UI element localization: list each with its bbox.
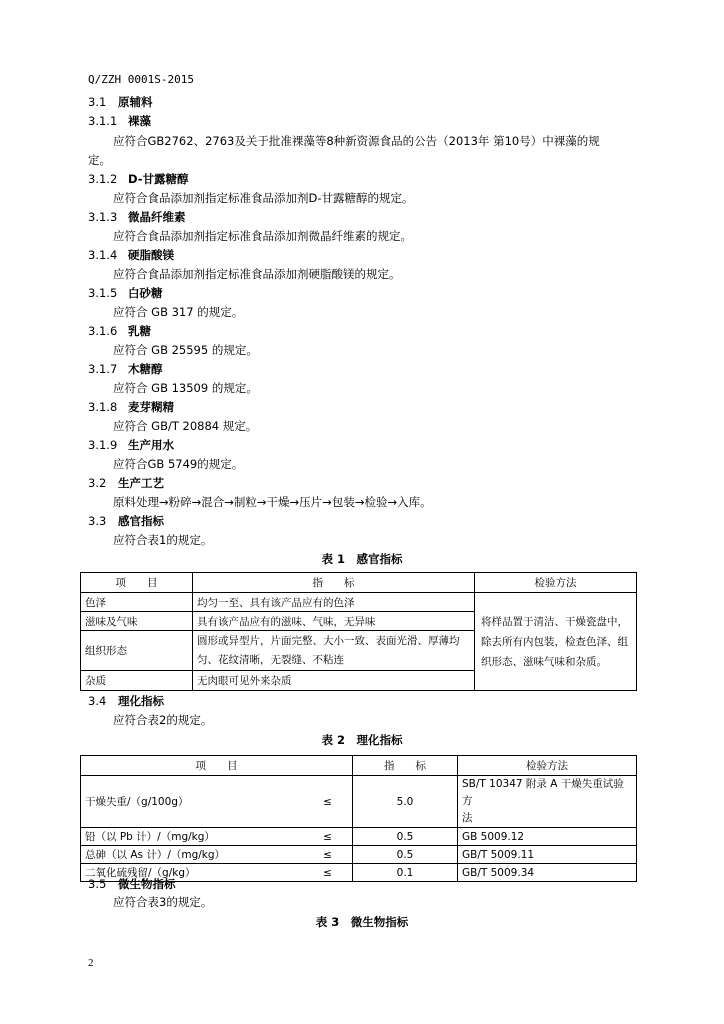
table2-cell-item: 总砷（以 As 计）/（mg/kg） bbox=[81, 846, 304, 864]
table2-cell-value: 0.5 bbox=[353, 828, 458, 846]
para-3-1-4: 应符合食品添加剂指定标准食品添加剂硬脂酸镁的规定。 bbox=[113, 267, 401, 281]
para-3-5: 应符合表3的规定。 bbox=[113, 895, 213, 909]
page-number: 2 bbox=[88, 957, 94, 969]
para-3-3: 应符合表1的规定。 bbox=[113, 533, 213, 547]
para-3-4: 应符合表2的规定。 bbox=[113, 713, 213, 727]
para-3-1-9: 应符合GB 5749的规定。 bbox=[113, 457, 244, 471]
table2-cell-item: 干燥失重/（g/100g） bbox=[81, 776, 304, 828]
table2-cell-op: ≤ bbox=[303, 846, 352, 864]
table-row bbox=[81, 846, 637, 864]
table1-cell-method: 将样品置于清洁、干燥瓷盘中， 除去所有内包装，检查色泽、组 织形态、滋味气味和杂质。 bbox=[475, 593, 637, 691]
heading-3-1-9: 3.1.9 生产用水 bbox=[88, 438, 174, 452]
heading-3-5: 3.5 微生物指标 bbox=[88, 877, 176, 891]
heading-3-1-2: 3.1.2 D-甘露糖醇 bbox=[88, 172, 189, 186]
table1-caption: 表 1 感官指标 bbox=[321, 552, 403, 566]
table1-cell-spec: 具有该产品应有的滋味、气味，无异味 bbox=[193, 612, 475, 631]
para-3-1-7: 应符合 GB 13509 的规定。 bbox=[113, 381, 258, 395]
table2-cell-method: GB 5009.12 bbox=[458, 828, 637, 846]
table1-cell-item: 杂质 bbox=[81, 671, 193, 691]
para-3-1-8: 应符合 GB/T 20884 规定。 bbox=[113, 419, 258, 433]
table2-header-item: 项 目 bbox=[81, 756, 353, 776]
table2-cell-method: GB/T 5009.34 bbox=[458, 864, 637, 882]
table1-cell-spec: 均匀一至、具有该产品应有的色泽 bbox=[193, 593, 475, 612]
heading-3-2: 3.2 生产工艺 bbox=[88, 476, 164, 490]
heading-3-1-5: 3.1.5 白砂糖 bbox=[88, 286, 163, 300]
para-3-1-5: 应符合 GB 317 的规定。 bbox=[113, 305, 244, 319]
table2-cell-item: 铅（以 Pb 计）/（mg/kg） bbox=[81, 828, 304, 846]
heading-3-3: 3.3 感官指标 bbox=[88, 514, 164, 528]
heading-3-1-7: 3.1.7 木糖醇 bbox=[88, 362, 163, 376]
table1-cell-item: 色泽 bbox=[81, 593, 193, 612]
table2-header-spec: 指 标 bbox=[353, 756, 458, 776]
heading-3-1-6: 3.1.6 乳糖 bbox=[88, 324, 151, 338]
table2-cell-value: 0.5 bbox=[353, 846, 458, 864]
para-3-1-1-line2: 定。 bbox=[88, 153, 111, 167]
table3-caption: 表 3 微生物指标 bbox=[315, 915, 409, 929]
table1-header-spec: 指 标 bbox=[193, 573, 475, 593]
table1-cell-spec: 圆形或异型片，片面完整、大小一致、表面光滑、厚薄均 匀、花纹清晰，无裂缝、不粘连 bbox=[193, 631, 475, 671]
table-row bbox=[81, 593, 637, 612]
table-row bbox=[81, 828, 637, 846]
table2-cell-op: ≤ bbox=[303, 828, 352, 846]
table2-header-method: 检验方法 bbox=[458, 756, 637, 776]
table1-cell-item: 滋味及气味 bbox=[81, 612, 193, 631]
para-3-2: 原料处理→粉碎→混合→制粒→干燥→压片→包装→检验→入库。 bbox=[113, 495, 432, 509]
heading-3-1-4: 3.1.4 硬脂酸镁 bbox=[88, 248, 174, 262]
heading-3-1: 3.1 原辅料 bbox=[88, 95, 153, 109]
para-3-1-3: 应符合食品添加剂指定标准食品添加剂微晶纤维素的规定。 bbox=[113, 229, 412, 243]
table1-cell-spec: 无肉眼可见外来杂质 bbox=[193, 671, 475, 691]
para-3-1-6: 应符合 GB 25595 的规定。 bbox=[113, 343, 258, 357]
table2-cell-item: 二氧化硫残留/（g/kg） bbox=[81, 864, 304, 882]
table2-cell-op: ≤ bbox=[303, 864, 352, 882]
document-id: Q/ZZH 0001S-2015 bbox=[88, 73, 194, 86]
heading-3-1-3: 3.1.3 微晶纤维素 bbox=[88, 210, 186, 224]
table1-header-item: 项 目 bbox=[81, 573, 193, 593]
table1-cell-item: 组织形态 bbox=[81, 631, 193, 671]
table-sensory bbox=[80, 572, 637, 691]
table2-cell-value: 5.0 bbox=[353, 776, 458, 828]
table1-header-method: 检验方法 bbox=[475, 573, 637, 593]
heading-3-1-8: 3.1.8 麦芽糊精 bbox=[88, 400, 174, 414]
table2-cell-method: GB/T 5009.11 bbox=[458, 846, 637, 864]
para-3-1-1-line1: 应符合GB2762、2763及关于批准裸藻等8种新资源食品的公告（2013年 第10号）中裸藻的规 bbox=[113, 134, 600, 148]
table2-cell-op: ≤ bbox=[303, 776, 352, 828]
heading-3-4: 3.4 理化指标 bbox=[88, 694, 164, 708]
para-3-1-2: 应符合食品添加剂指定标准食品添加剂D-甘露糖醇的规定。 bbox=[113, 191, 414, 205]
heading-3-1-1: 3.1.1 裸藻 bbox=[88, 114, 151, 128]
table2-cell-value: 0.1 bbox=[353, 864, 458, 882]
table-physicochemical bbox=[80, 755, 637, 882]
table-row bbox=[81, 776, 637, 828]
table2-cell-method: SB/T 10347 附录 A 干燥失重试验方 法 bbox=[458, 776, 637, 828]
table2-caption: 表 2 理化指标 bbox=[321, 733, 403, 747]
